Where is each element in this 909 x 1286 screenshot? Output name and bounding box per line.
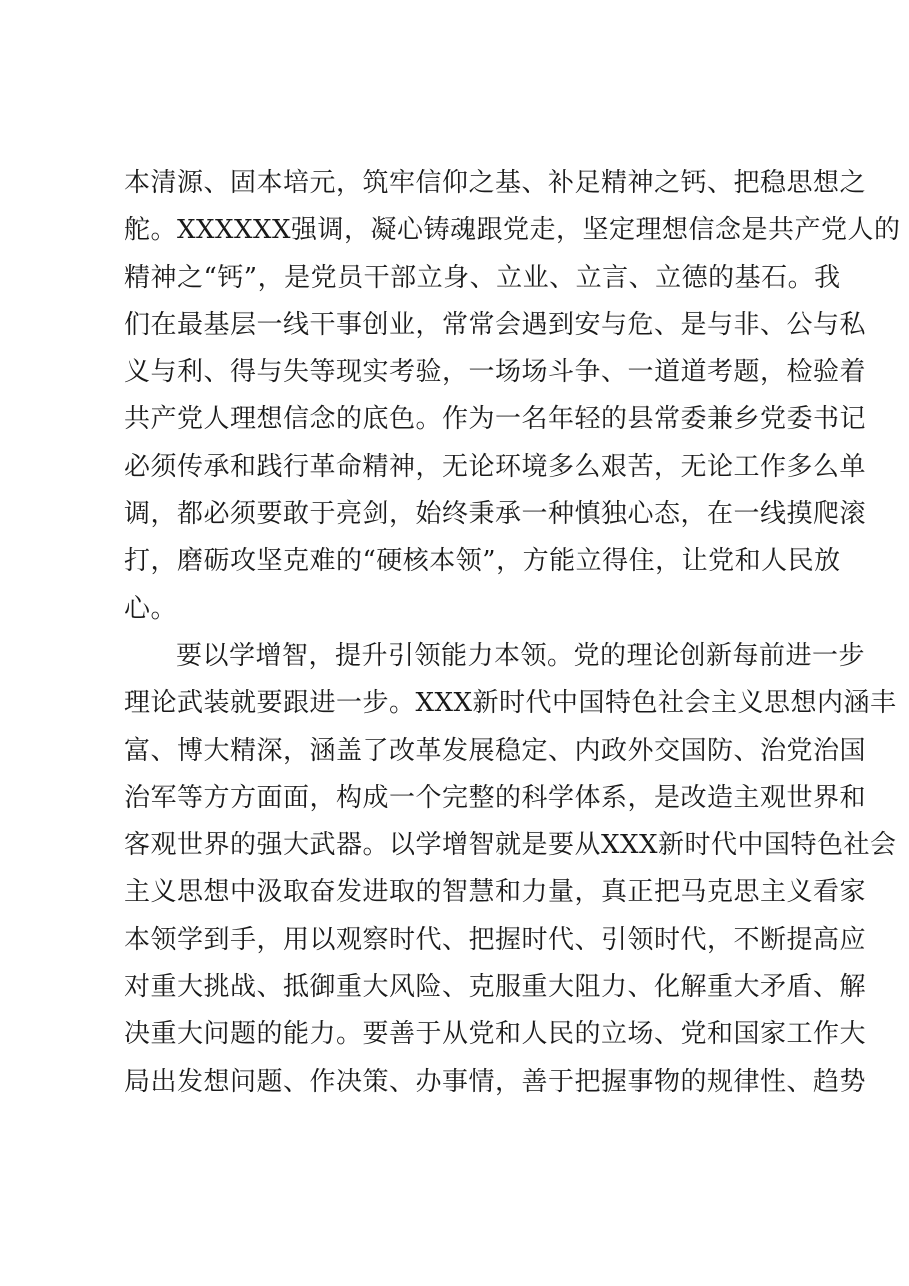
text-line: 们在最基层一线干事创业，常常会遇到安与危、是与非、公与私	[124, 309, 867, 340]
text-line: 理论武装就要跟进一步。XXX新时代中国特色社会主义思想内涵丰	[124, 688, 897, 719]
paragraph-2	[124, 633, 897, 1106]
text-line: 心。	[124, 593, 178, 624]
text-line: 本清源、固本培元，筑牢信仰之基、补足精神之钙、把稳思想之	[124, 168, 867, 198]
text-line: 必须传承和践行革命精神，无论环境多么艰苦，无论工作多么单	[124, 451, 867, 482]
text-line: 决重大问题的能力。要善于从党和人民的立场、党和国家工作大	[124, 1019, 867, 1050]
text-line: 局出发想问题、作决策、办事情，善于把握事物的规律性、趋势	[124, 1066, 867, 1097]
text-line: 富、博大精深，涵盖了改革发展稳定、内政外交国防、治党治国	[124, 735, 867, 766]
text-line: 要以学增智，提升引领能力本领。党的理论创新每前进一步	[176, 640, 866, 671]
text-line: 主义思想中汲取奋发进取的智慧和力量，真正把马克思主义看家	[124, 877, 867, 908]
text-line: 治军等方方面面，构成一个完整的科学体系，是改造主观世界和	[124, 782, 867, 813]
text-line: 共产党人理想信念的底色。作为一名年轻的县常委兼乡党委书记	[124, 404, 867, 435]
text-line: 调，都必须要敢于亮剑，始终秉承一种慎独心态，在一线摸爬滚	[124, 499, 867, 530]
text-line: 打，磨砺攻坚克难的“硬核本领”，方能立得住，让党和人民放	[124, 546, 841, 577]
text-line: 舵。XXXXXX强调，凝心铸魂跟党走，坚定理想信念是共产党人的	[124, 215, 901, 246]
text-line: 客观世界的强大武器。以学增智就是要从XXX新时代中国特色社会	[124, 830, 897, 861]
paragraph-1	[124, 160, 901, 633]
text-line: 义与利、得与失等现实考验，一场场斗争、一道道考题，检验着	[124, 357, 867, 388]
body-text	[124, 160, 901, 1106]
text-line: 精神之“钙”，是党员干部立身、立业、立言、立德的基石。我	[124, 262, 841, 293]
text-line: 对重大挑战、抵御重大风险、克服重大阻力、化解重大矛盾、解	[124, 972, 867, 1003]
text-line: 本领学到手，用以观察时代、把握时代、引领时代，不断提高应	[124, 924, 867, 955]
